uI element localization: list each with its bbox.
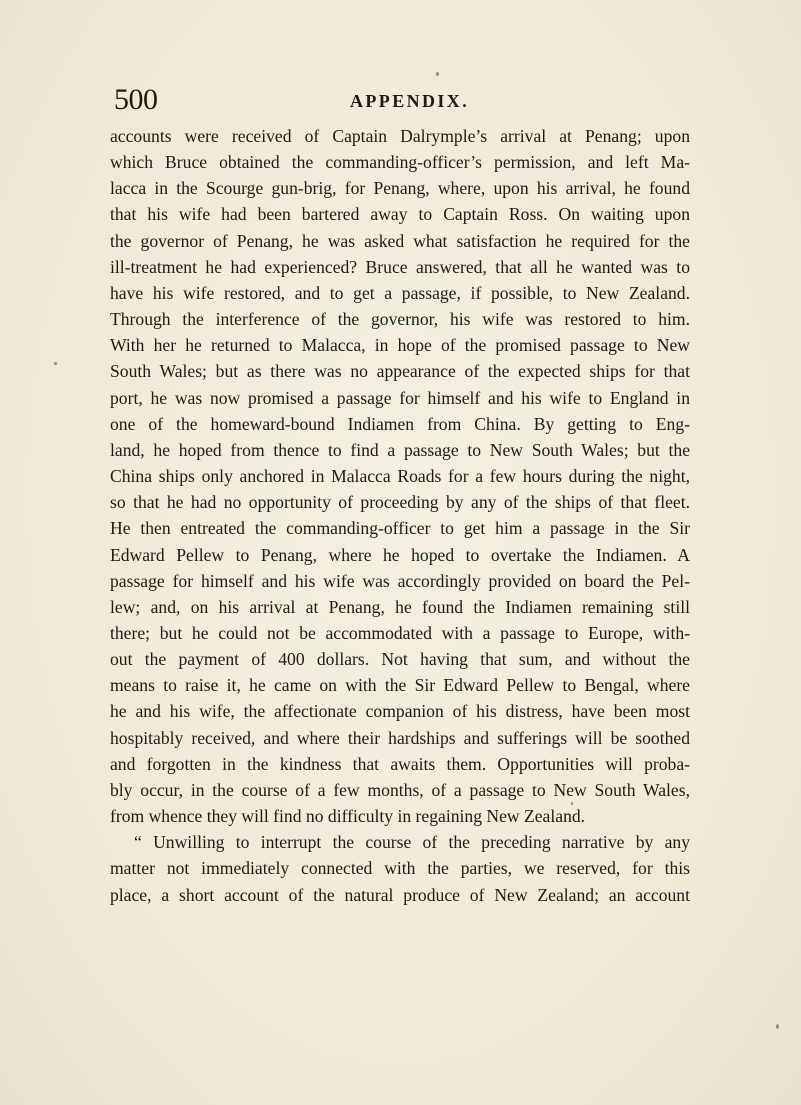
page-number: 500 [114, 83, 158, 116]
text-line: he and his wife, the affectionate companion of his distress, have been most [110, 701, 690, 722]
paper-speck [571, 802, 573, 805]
text-line: port, he was now promised a passage for himself and his wife to England in [110, 387, 690, 408]
text-line: passage for himself and his wife was accordingly provided on board the Pel- [110, 570, 690, 591]
text-line: which Bruce obtained the commanding-officer’s permission, and left Ma- [110, 152, 690, 173]
text-line: the governor of Penang, he was asked what satisfaction he required for the [110, 230, 690, 251]
text-line: from whence they will find no difficulty in regaining New Zealand. [110, 806, 586, 827]
text-line: place, a short account of the natural produce of New Zealand; an account [110, 884, 690, 905]
paper-speck [54, 362, 57, 365]
text-line: have his wife restored, and to get a passage, if possible, to New Zealand. [110, 282, 690, 303]
paper-speck [436, 72, 439, 76]
running-head: APPENDIX. [350, 91, 470, 111]
text-line: and forgotten in the kindness that awaits them. Opportunities will proba- [110, 753, 690, 774]
text-line: lacca in the Scourge gun-brig, for Penang, where, upon his arrival, he found [110, 178, 690, 199]
text-line: ill-treatment he had experienced? Bruce answered, that all he wanted was to [110, 256, 690, 277]
text-line: means to raise it, he came on with the Sir Edward Pellew to Bengal, where [110, 675, 690, 696]
text-line: With her he returned to Malacca, in hope of the promised passage to New [110, 335, 690, 356]
text-line: land, he hoped from thence to find a passage to New South Wales; but the [110, 439, 690, 460]
text-line: South Wales; but as there was no appearance of the expected ships for that [110, 361, 690, 382]
text-line: there; but he could not be accommodated with a passage to Europe, with- [110, 622, 690, 643]
text-line: lew; and, on his arrival at Penang, he found the Indiamen remaining still [110, 596, 690, 617]
text-line: bly occur, in the course of a few months, of a passage to New South Wales, [110, 779, 690, 800]
text-line: so that he had no opportunity of proceeding by any of the ships of that fleet. [110, 492, 690, 513]
text-line: China ships only anchored in Malacca Roads for a few hours during the night, [110, 466, 690, 487]
text-line: out the payment of 400 dollars. Not having that sum, and without the [110, 649, 690, 670]
page-header [114, 80, 690, 120]
text-line: accounts were received of Captain Dalrymple’s arrival at Penang; upon [110, 126, 690, 146]
text-line: Edward Pellew to Penang, where he hoped to overtake the Indiamen. A [110, 544, 690, 565]
text-line: “ Unwilling to interrupt the course of the preceding narrative by any [134, 832, 690, 853]
text-line: Through the interference of the governor, his wife was restored to him. [110, 309, 690, 330]
text-line: matter not immediately connected with the parties, we reserved, for this [110, 858, 690, 879]
text-line: that his wife had been bartered away to Captain Ross. On waiting upon [110, 204, 690, 225]
paper-speck [776, 1024, 779, 1029]
text-line: hospitably received, and where their hardships and sufferings will be soothed [110, 727, 690, 748]
text-line: He then entreated the commanding-officer to get him a passage in the Sir [110, 518, 690, 539]
text-line: one of the homeward-bound Indiamen from China. By getting to Eng- [110, 413, 690, 434]
body-text [110, 123, 690, 908]
